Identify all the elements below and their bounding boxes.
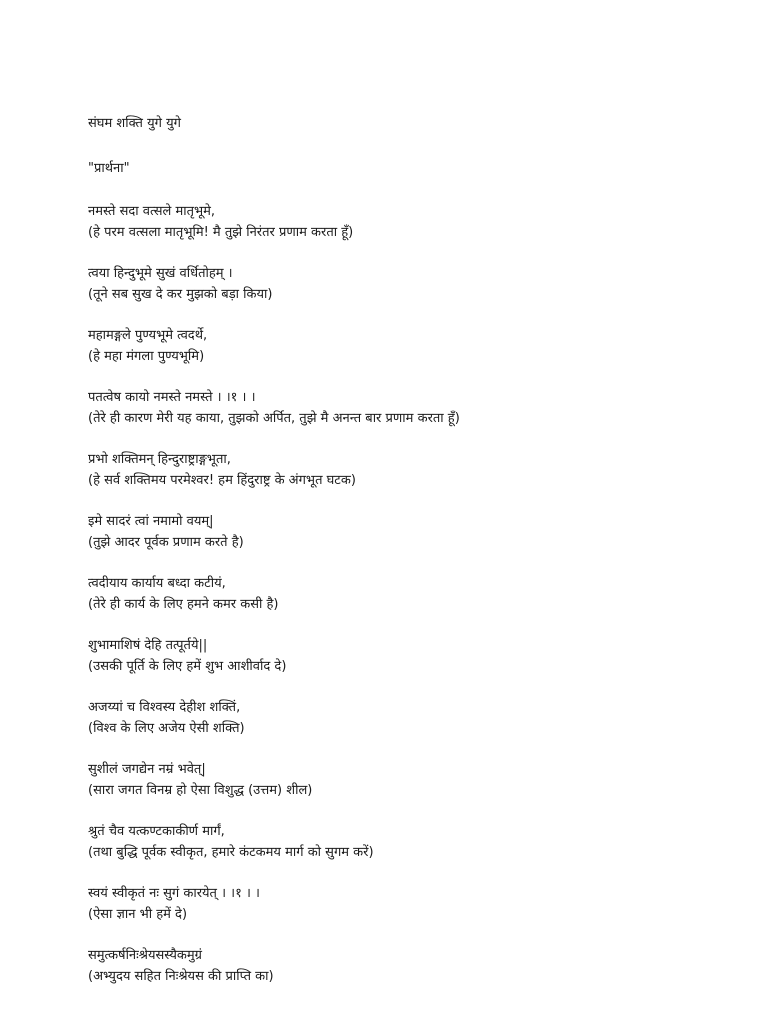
verse-sanskrit-line: प्रभो शक्तिमन् हिन्दुराष्ट्राङ्गभूता,	[88, 452, 231, 467]
verse-block	[88, 201, 728, 243]
verse-sanskrit-line: इमे सादरं त्वां नमामो वयम्|	[88, 514, 214, 529]
verse-block	[88, 573, 728, 615]
verse-meaning-line: (ऐसा ज्ञान भी हमें दे)	[88, 907, 188, 922]
verse-block	[88, 945, 728, 987]
verse-meaning-line: (तेरे ही कारण मेरी यह काया, तुझको अर्पित, तुझे मै अनन्त बार प्रणाम करता हूँ)	[88, 411, 460, 426]
verse-sanskrit-line: समुत्कर्षनिःश्रेयसस्यैकमुग्रं	[88, 948, 202, 963]
verse-meaning-line: (अभ्युदय सहित निःश्रेयस की प्राप्ति का)	[88, 969, 274, 984]
verse-block	[88, 697, 728, 739]
verse-block	[88, 511, 728, 553]
verse-block	[88, 263, 728, 305]
verse-block	[88, 821, 728, 863]
document-page	[88, 112, 728, 987]
verse-meaning-line: (तेरे ही कार्य के लिए हमने कमर कसी है)	[88, 597, 279, 612]
verse-sanskrit-line: शुभामाशिषं देहि तत्पूर्तये||	[88, 638, 208, 653]
verse-block	[88, 883, 728, 925]
verse-sanskrit-line: अजय्यां च विश्वस्य देहीश शक्तिं,	[88, 700, 241, 715]
verse-meaning-line: (हे सर्व शक्तिमय परमेश्वर! हम हिंदुराष्ट्र के अंगभूत घटक)	[88, 473, 356, 488]
verse-block	[88, 635, 728, 677]
verse-meaning-line: (हे परम वत्सला मातृभूमि! मै तुझे निरंतर प्रणाम करता हूँ)	[88, 225, 354, 240]
verse-block	[88, 387, 728, 429]
verse-sanskrit-line: पतत्वेष कायो नमस्ते नमस्ते । ।१ । ।	[88, 390, 256, 405]
verse-meaning-line: (विश्व के लिए अजेय ऐसी शक्ति)	[88, 721, 245, 736]
verse-meaning-line: (हे महा मंगला पुण्यभूमि)	[88, 349, 205, 364]
verse-sanskrit-line: नमस्ते सदा वत्सले मातृभूमे,	[88, 204, 216, 219]
verse-sanskrit-line: स्वयं स्वीकृतं नः सुगं कारयेत् । ।१ । ।	[88, 886, 260, 901]
verse-sanskrit-line: श्रुतं चैव यत्कण्टकाकीर्ण मार्गं,	[88, 824, 225, 839]
document-subtitle: "प्रार्थना"	[88, 161, 130, 176]
verse-meaning-line: (तुझे आदर पूर्वक प्रणाम करते है)	[88, 535, 244, 550]
verse-sanskrit-line: त्वया हिन्दुभूमे सुखं वर्धितोहम् ।	[88, 266, 233, 281]
verse-sanskrit-line: महामङ्गले पुण्यभूमे त्वदर्थे,	[88, 328, 208, 343]
verse-sanskrit-line: त्वदीयाय कार्याय बध्दा कटीयं,	[88, 576, 226, 591]
verse-meaning-line: (तूने सब सुख दे कर मुझको बड़ा किया)	[88, 287, 273, 302]
verse-meaning-line: (उसकी पूर्ति के लिए हमें शुभ आशीर्वाद दे)	[88, 659, 287, 674]
verse-list	[88, 201, 728, 987]
verse-meaning-line: (तथा बुद्धि पूर्वक स्वीकृत, हमारे कंटकमय मार्ग को सुगम करें)	[88, 845, 374, 860]
document-title: संघम शक्ति युगे युगे	[88, 116, 181, 131]
verse-meaning-line: (सारा जगत विनम्र हो ऐसा विशुद्ध (उत्तम) शील)	[88, 783, 313, 798]
verse-block	[88, 325, 728, 367]
verse-sanskrit-line: सुशीलं जगद्येन नम्रं भवेत्|	[88, 762, 206, 777]
verse-block	[88, 449, 728, 491]
verse-block	[88, 759, 728, 801]
